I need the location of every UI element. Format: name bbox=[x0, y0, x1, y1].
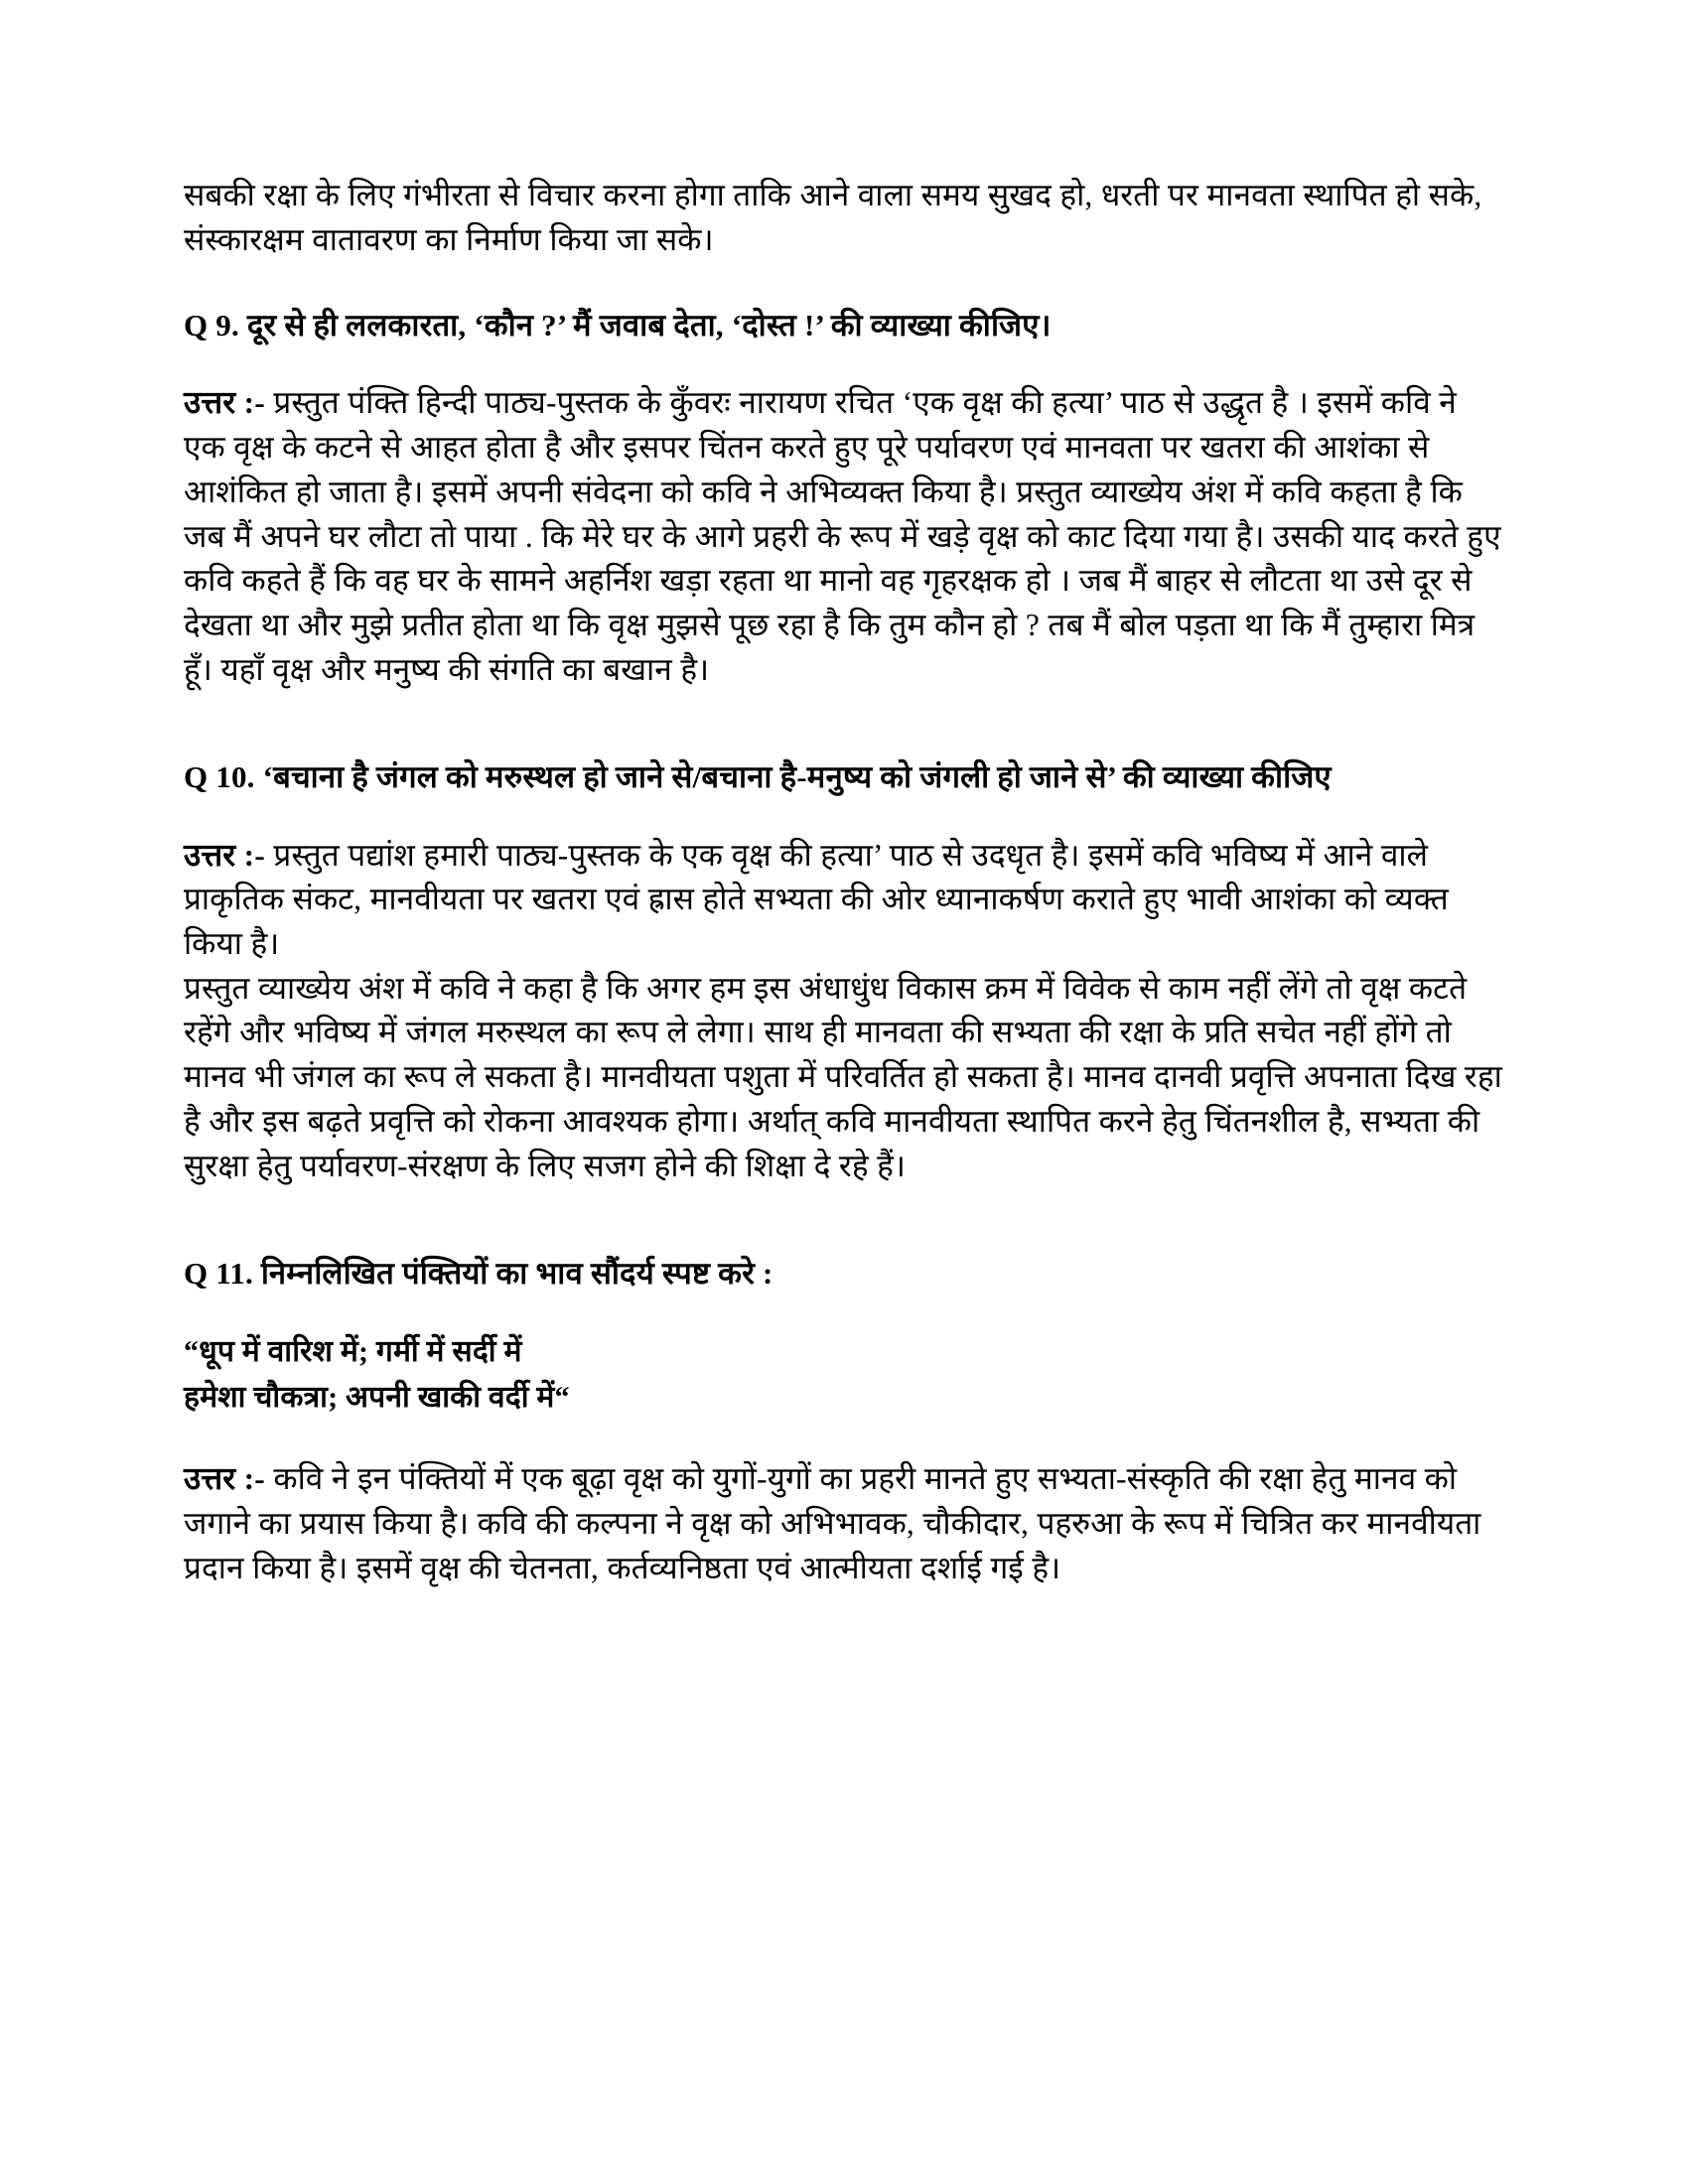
answer-text-q9: प्रस्तुत पंक्ति हिन्दी पाठ्य-पुस्तक के कुँवरः नारायण रचित ‘एक वृक्ष की हत्या’ पाठ से उद्धृत है । इसमें कवि ने एक वृक्ष के कटने से आहत होता है और इसपर चिंतन करते हुए पूरे पर्यावरण एवं मानवता पर खतरा की आशंका से आशंकित हो जाता है। इसमें अपनी संवेदना को कवि ने अभिव्यक्त किया है। प्रस्तुत व्याख्येय अंश में कवि कहता है कि जब मैं अपने घर लौटा तो पाया . कि मेरे घर के आगे प्रहरी के रूप में खड़े वृक्ष को काट दिया गया है। उसकी याद करते हुए कवि कहते हैं कि वह घर के सामने अहर्निश खड़ा रहता था मानो वह गृहरक्षक हो । जब मैं बाहर से लौटता था उसे दूर से देखता था और मुझे प्रतीत होता था कि वृक्ष मुझसे पूछ रहा है कि तुम कौन हो ? तब मैं बोल पड़ता था कि मैं तुम्हारा मित्र हूँ। यहाँ वृक्ष और मनुष्य की संगति का बखान है। bbox=[184, 385, 1501, 687]
answer-block-q10 bbox=[184, 834, 1504, 967]
quoted-poem-q11 bbox=[184, 1329, 1504, 1420]
section-spacer bbox=[184, 736, 1504, 755]
answer-text-q10: प्रस्तुत पद्यांश हमारी पाठ्य-पुस्तक के एक वृक्ष की हत्या’ पाठ से उदधृत है। इसमें कवि भविष्य में आने वाले प्राकृतिक संकट, मानवीयता पर खतरा एवं ह्रास होते सभ्यता की ओर ध्यानाकर्षण कराते हुए भावी आशंका को व्यक्त किया है। bbox=[184, 837, 1449, 961]
answer-continued-q10: प्रस्तुत व्याख्येय अंश में कवि ने कहा है कि अगर हम इस अंधाधुंध विकास क्रम में विवेक से काम नहीं लेंगे तो वृक्ष कटते रहेंगे और भविष्य में जंगल मरुस्थल का रूप ले लेगा। साथ ही मानवता की सभ्यता की रक्षा के प्रति सचेत नहीं होंगे तो मानव भी जंगल का रूप ले सकता है। मानवीयता पशुता में परिवर्तित हो सकता है। मानव दानवी प्रवृत्ति अपनाता दिख रहा है और इस बढ़ते प्रवृत्ति को रोकना आवश्यक होगा। अर्थात् कवि मानवीयता स्थापित करने हेतु चिंतनशील है, सभ्यता की सुरक्षा हेतु पर्यावरण-संरक्षण के लिए सजग होने की शिक्षा दे रहे हैं। bbox=[184, 970, 1502, 1183]
section-spacer bbox=[184, 1232, 1504, 1252]
poem-line-1: “धूप में वारिश में; गर्मी में सर्दी में bbox=[184, 1335, 522, 1369]
answer-label-q10: उत्तर :- bbox=[184, 837, 265, 873]
question-heading-q9: Q 9. दूर से ही ललकारता, ‘कौन ?’ मैं जवाब देता, ‘दोस्त !’ की व्याख्या कीजिए। bbox=[184, 308, 1052, 343]
answer-label-q9: उत्तर :- bbox=[184, 385, 265, 421]
intro-paragraph: सबकी रक्षा के लिए गंभीरता से विचार करना होगा ताकि आने वाला समय सुखद हो, धरती पर मानवता स्थापित हो सके, संस्कारक्षम वातावरण का निर्माण किया जा सके। bbox=[184, 178, 1482, 257]
document-body bbox=[184, 174, 1504, 1591]
answer-block-q11 bbox=[184, 1457, 1504, 1590]
poem-line-2: हमेशा चौकत्रा; अपनी खाकी वर्दी में“ bbox=[184, 1380, 570, 1414]
answer-label-q11: उत्तर :- bbox=[184, 1461, 265, 1497]
question-heading-q10: Q 10. ‘बचाना है जंगल को मरुस्थल हो जाने से/बचाना है-मनुष्य को जंगली हो जाने से’ की व्याख्या कीजिए bbox=[184, 759, 1332, 795]
answer-block-q9 bbox=[184, 381, 1504, 692]
question-heading-q11: Q 11. निम्नलिखित पंक्तियों का भाव सौंदर्य स्पष्ट करे : bbox=[184, 1256, 774, 1292]
answer-text-q11: कवि ने इन पंक्तियों में एक बूढ़ा वृक्ष को युगों-युगों का प्रहरी मानते हुए सभ्यता-संस्कृति की रक्षा हेतु मानव को जगाने का प्रयास किया है। कवि की कल्पना ने वृक्ष को अभिभावक, चौकीदार, पहरुआ के रूप में चित्रित कर मानवीयता प्रदान किया है। इसमें वृक्ष की चेतनता, कर्तव्यनिष्ठता एवं आत्मीयता दर्शाई गई है। bbox=[184, 1461, 1481, 1585]
